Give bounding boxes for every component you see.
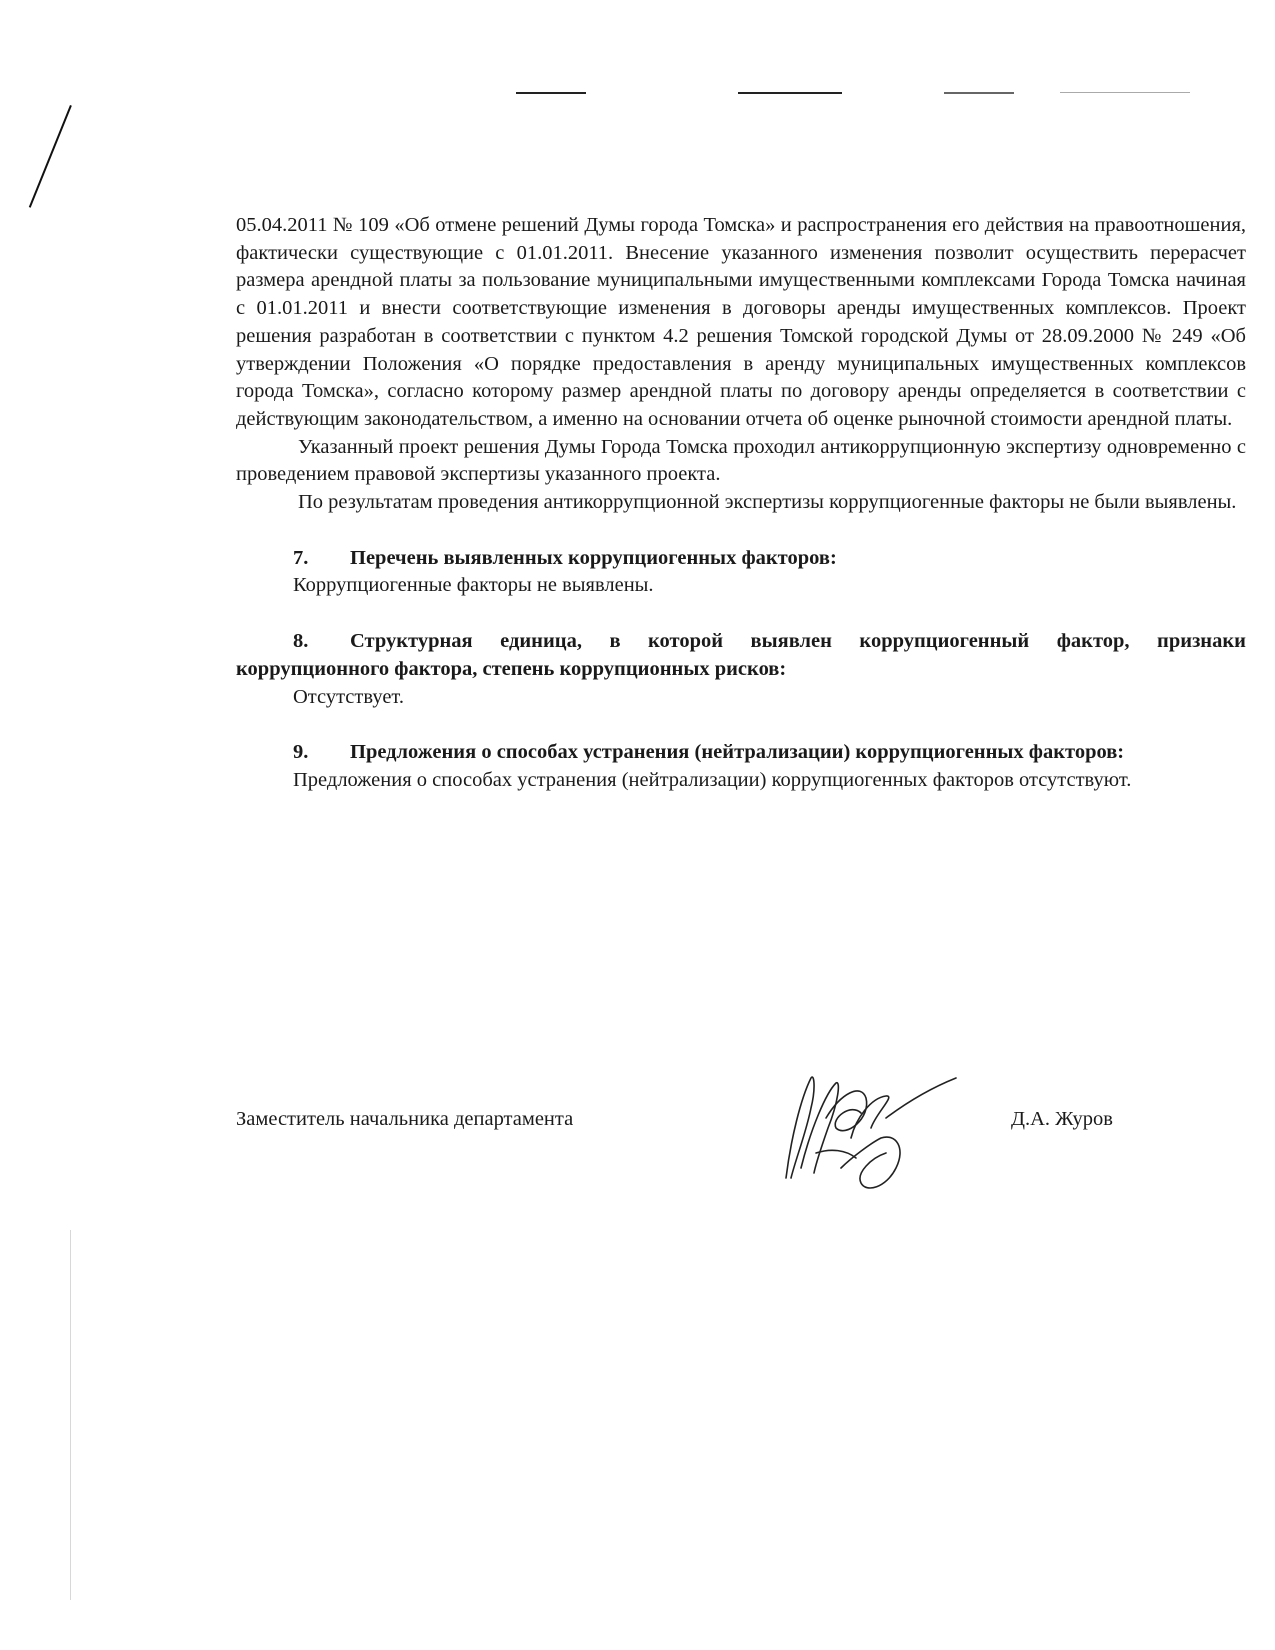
section-7 — [236, 545, 1246, 600]
section-heading — [236, 545, 1246, 573]
section-heading-text: Перечень выявленных коррупциогенных факторов: — [350, 546, 837, 569]
signatory-title: Заместитель начальника департамента — [236, 1108, 574, 1130]
handwritten-slash-mark — [29, 105, 72, 208]
scan-artifact-line — [944, 92, 1014, 94]
document-body — [236, 212, 1246, 795]
scan-margin-line — [70, 1230, 71, 1600]
section-heading — [236, 628, 1246, 683]
scan-artifact-line — [738, 92, 842, 94]
handwritten-signature — [756, 1058, 966, 1198]
paragraph-expertise: Указанный проект решения Думы Города Томска проходил антикоррупционную экспертизу одновременно с проведением правовой экспертизы указанного проекта. — [236, 435, 1246, 486]
section-number: 8. — [293, 630, 309, 653]
paragraph-results: По результатам проведения антикоррупционной экспертизы коррупциогенные факторы не были выявлены. — [298, 491, 1237, 514]
section-content: Отсутствует. — [293, 685, 404, 708]
signatory-name: Д.А. Журов — [1011, 1108, 1113, 1130]
section-heading-text: Структурная единица, в которой выявлен коррупциогенный фактор, признаки коррупционного фактора, степень коррупционных рисков: — [236, 630, 1246, 680]
section-heading-text: Предложения о способах устранения (нейтрализации) коррупциогенных факторов: — [350, 741, 1125, 764]
signature-block — [236, 1098, 1246, 1208]
paragraph-continuation: 05.04.2011 № 109 «Об отмене решений Думы города Томска» и распространения его действия на правоотношения, фактически существующие с 01.01.2011. Внесение указанного изменения позволит осуществить перерасчет размера арендной платы за пользование муниципальными имущественными комплексами Города Томска начиная с 01.01.2011 и внести соответствующие изменения в договоры аренды имущественных комплексов. Проект решения разработан в соответствии с пунктом 4.2 решения Томской городской Думы от 28.09.2000 № 249 «Об утверждении Положения «О порядке предоставления в аренду муниципальных имущественных комплексов города Томска», согласно которому размер арендной платы по договору аренды определяется в соответствии с действующим законодательством, а именно на основании отчета об оценке рыночной стоимости арендной платы. — [236, 214, 1246, 430]
scan-artifact-line — [516, 92, 586, 94]
section-number: 9. — [293, 741, 309, 764]
section-content: Коррупциогенные факторы не выявлены. — [293, 574, 654, 597]
section-9 — [236, 739, 1246, 794]
scan-artifact-line — [1060, 92, 1190, 93]
section-number: 7. — [293, 546, 309, 569]
section-content: Предложения о способах устранения (нейтрализации) коррупциогенных факторов отсутствуют. — [293, 768, 1132, 791]
section-8 — [236, 628, 1246, 711]
section-heading — [236, 739, 1246, 767]
